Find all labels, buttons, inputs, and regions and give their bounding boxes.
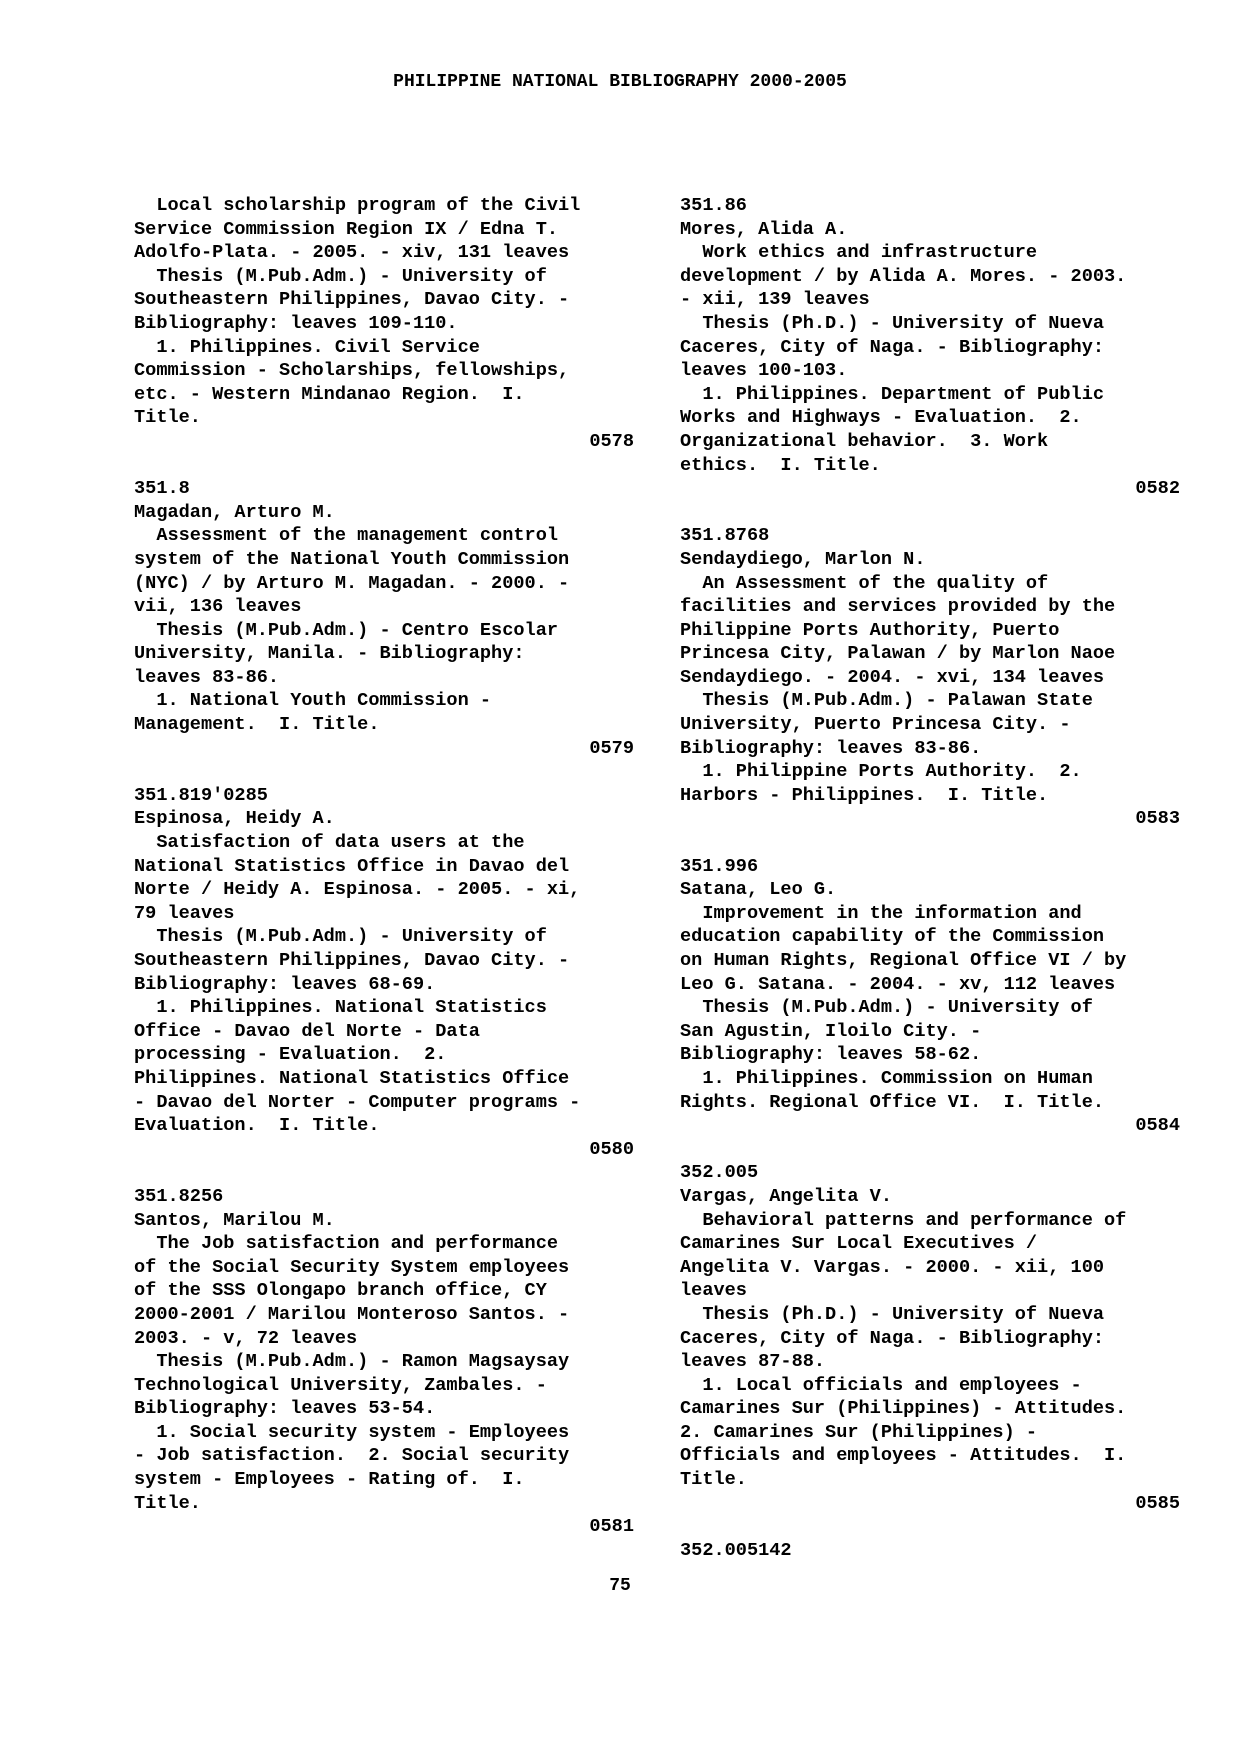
entry-line: Commission - Scholarships, fellowships, [134,360,570,382]
entry-line: Bibliography: leaves 53-54. [134,1398,436,1420]
entry-line: Caceres, City of Naga. - Bibliography: [680,1327,1105,1349]
entry-line: - Job satisfaction. 2. Social security [134,1445,570,1467]
entry-line: Title. [134,407,201,429]
entry-line: Camarines Sur Local Executives / [680,1233,1038,1255]
entry-line: Sendaydiego, Marlon N. [680,548,926,570]
entry-line: Bibliography: leaves 83-86. [680,737,982,759]
entry-line: 1. Philippines. Civil Service [134,336,480,358]
entry-line: of the SSS Olongapo branch office, CY [134,1280,547,1302]
entry-line: Harbors - Philippines. I. Title. [680,784,1049,806]
entry-line: leaves [680,1280,747,1302]
entry-spacer [680,501,1180,525]
entry-line: Thesis (Ph.D.) - University of Nueva [680,312,1105,334]
entry-line: Leo G. Satana. - 2004. - xv, 112 leaves [680,973,1116,995]
entry-line: 352.005142 [680,1539,792,1561]
entry-line: vii, 136 leaves [134,596,302,618]
entry-line: Santos, Marilou M. [134,1209,335,1231]
entry-line: Thesis (M.Pub.Adm.) - University of [134,265,547,287]
entry-line: education capability of the Commission [680,926,1105,948]
entry-line: Thesis (Ph.D.) - University of Nueva [680,1303,1105,1325]
entry-line: facilities and services provided by the [680,596,1116,618]
entry-line: Bibliography: leaves 109-110. [134,312,458,334]
entry-line: San Agustin, Iloilo City. - [680,1020,982,1042]
entry-line: 351.86 [680,195,747,216]
entry-line: Norte / Heidy A. Espinosa. - 2005. - xi, [134,879,581,901]
entry-line: on Human Rights, Regional Office VI / by [680,950,1127,971]
entry-line: of the Social Security System employees [134,1256,570,1278]
entry-line: 1. National Youth Commission - [134,690,492,712]
entry-line: National Statistics Office in Davao del [134,855,570,877]
entry-line: Satana, Leo G. [680,879,837,901]
entry-line: 351.8 [134,478,190,500]
entry-line: 2000-2001 / Marilou Monteroso Santos. - [134,1303,570,1325]
entry-line: Title. [680,1469,747,1491]
entry-line: 1. Social security system - Employees [134,1421,570,1443]
entry-number: 0584 [1135,1115,1180,1137]
entry-line: Work ethics and infrastructure [680,242,1038,264]
entry-spacer [680,1138,1180,1162]
entry-line: Improvement in the information and [680,902,1082,924]
entry-line: Southeastern Philippines, Davao City. - [134,289,570,311]
entry-line: leaves 83-86. [134,666,280,688]
entry-line: Title. [134,1492,201,1514]
entry-line: Satisfaction of data users at the [134,832,525,854]
entry-line: Local scholarship program of the Civil [134,195,581,216]
entry-line: Thesis (M.Pub.Adm.) - University of [680,997,1093,1019]
entry-line: Camarines Sur (Philippines) - Attitudes. [680,1398,1127,1420]
entry-line: Assessment of the management control [134,525,559,547]
entry-number: 0585 [1135,1492,1180,1514]
entry-line: Thesis (M.Pub.Adm.) - Palawan State [680,690,1093,712]
entry-line: processing - Evaluation. 2. [134,1044,447,1066]
entry-line: Evaluation. I. Title. [134,1115,380,1137]
entry-line: Adolfo-Plata. - 2005. - xiv, 131 leaves [134,242,570,264]
entry-line: Thesis (M.Pub.Adm.) - University of [134,926,547,948]
entry-line: University, Manila. - Bibliography: [134,643,525,665]
entry-number: 0578 [589,430,634,452]
entry-line: Organizational behavior. 3. Work [680,430,1049,452]
entry-spacer [134,760,634,784]
entry-line: ethics. I. Title. [680,454,881,476]
entry-line: The Job satisfaction and performance [134,1233,559,1255]
entry-line: leaves 87-88. [680,1351,826,1373]
entry-line: 351.8256 [134,1185,224,1207]
entry-line: Philippine Ports Authority, Puerto [680,619,1060,641]
entry-line: Behavioral patterns and performance of [680,1209,1127,1231]
entry-line: development / by Alida A. Mores. - 2003. [680,265,1127,287]
entry-line: Rights. Regional Office VI. I. Title. [680,1091,1105,1113]
entry-line: Bibliography: leaves 68-69. [134,973,436,995]
entry-line: Angelita V. Vargas. - 2000. - xii, 100 [680,1256,1105,1278]
entry-line: 1. Philippines. National Statistics [134,997,547,1019]
entry-line: 2. Camarines Sur (Philippines) - [680,1421,1038,1443]
entry-line: 1. Philippines. Commission on Human [680,1067,1093,1089]
entry-line: - Davao del Norter - Computer programs - [134,1091,581,1113]
entry-line: Mores, Alida A. [680,218,848,240]
entry-line: Officials and employees - Attitudes. I. [680,1445,1127,1467]
entry-line: leaves 100-103. [680,360,848,382]
entry-line: Office - Davao del Norte - Data [134,1020,480,1042]
entry-line: Philippines. National Statistics Office [134,1067,570,1089]
entry-line: Works and Highways - Evaluation. 2. [680,407,1082,429]
entry-line: 1. Philippine Ports Authority. 2. [680,761,1082,783]
entry-line: Thesis (M.Pub.Adm.) - Ramon Magsaysay [134,1351,570,1373]
entry-line: - xii, 139 leaves [680,289,870,311]
entry-line: Caceres, City of Naga. - Bibliography: [680,336,1105,358]
entry-line: University, Puerto Princesa City. - [680,714,1071,736]
entry-line: 351.819'0285 [134,784,268,806]
entry-line: 351.8768 [680,525,770,547]
entry-line: Bibliography: leaves 58-62. [680,1044,982,1066]
entry-line: Vargas, Angelita V. [680,1185,893,1207]
entry-number: 0580 [589,1138,634,1160]
entry-line: (NYC) / by Arturo M. Magadan. - 2000. - [134,572,570,594]
entry-line: 79 leaves [134,902,235,924]
entry-line: Magadan, Arturo M. [134,501,335,523]
entry-number: 0579 [589,737,634,759]
entry-line: 352.005 [680,1162,759,1184]
entry-line: system of the National Youth Commission [134,548,570,570]
entry-line: system - Employees - Rating of. I. [134,1469,525,1491]
entry-line: etc. - Western Mindanao Region. I. [134,383,525,405]
entry-line: Management. I. Title. [134,714,380,736]
entry-line: Service Commission Region IX / Edna T. [134,218,559,240]
entry-line: Espinosa, Heidy A. [134,808,335,830]
entry-line: 1. Local officials and employees - [680,1374,1082,1396]
entry-line: Technological University, Zambales. - [134,1374,547,1396]
entry-line: Princesa City, Palawan / by Marlon Naoe [680,643,1116,665]
entry-line: Southeastern Philippines, Davao City. - [134,950,570,971]
entry-line: 1. Philippines. Department of Public [680,383,1105,405]
right-column [680,194,1180,1562]
entry-spacer [680,831,1180,855]
entry-spacer [680,1515,1180,1539]
entry-line: Thesis (M.Pub.Adm.) - Centro Escolar [134,619,559,641]
entry-line: An Assessment of the quality of [680,572,1049,594]
entry-number: 0583 [1135,808,1180,830]
entry-line: 2003. - v, 72 leaves [134,1327,358,1349]
running-header: PHILIPPINE NATIONAL BIBLIOGRAPHY 2000-2005 [393,72,847,92]
left-column [134,194,634,1539]
entry-number: 0582 [1135,478,1180,500]
entry-line: 351.996 [680,855,759,877]
entry-spacer [134,1161,634,1185]
entry-spacer [134,454,634,478]
page-number: 75 [609,1576,631,1596]
entry-number: 0581 [589,1516,634,1538]
entry-line: Sendaydiego. - 2004. - xvi, 134 leaves [680,666,1105,688]
